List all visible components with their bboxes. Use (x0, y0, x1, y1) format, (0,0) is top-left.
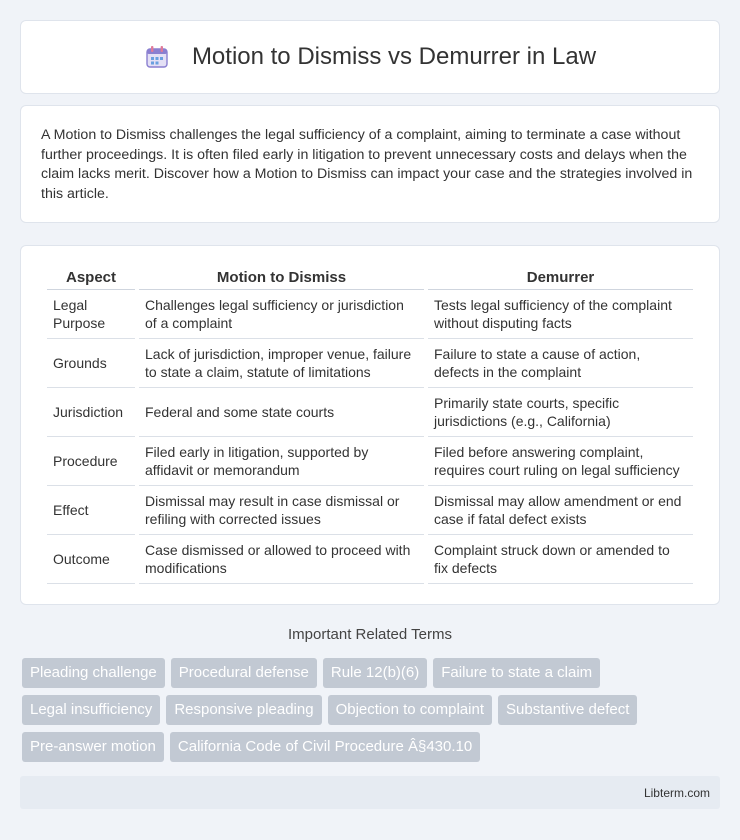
table-cell-aspect: Outcome (47, 535, 135, 584)
related-term-tag[interactable]: Legal insufficiency (22, 695, 160, 725)
column-header-motion-to-dismiss: Motion to Dismiss (139, 266, 424, 290)
table-header-row (47, 266, 693, 290)
intro-text: A Motion to Dismiss challenges the legal sufficiency of a complaint, aiming to terminate a case without further proceedings. It is often filed early in litigation to prevent unnecessary costs and delays when the claim lacks merit. Discover how a Motion to Dismiss can impact your case and the strategies involved in this article. (41, 127, 693, 202)
table-row (47, 535, 693, 584)
table-cell-aspect: Jurisdiction (47, 388, 135, 437)
related-term-tag[interactable]: Pre-answer motion (22, 732, 164, 762)
related-term-tag[interactable]: Objection to complaint (328, 695, 492, 725)
related-term-tag[interactable]: California Code of Civil Procedure Â§430.10 (170, 732, 480, 762)
table-row (47, 486, 693, 535)
table-cell-motion: Case dismissed or allowed to proceed with modifications (139, 535, 424, 584)
column-header-aspect: Aspect (47, 266, 135, 290)
comparison-table (43, 266, 697, 584)
related-terms-title: Important Related Terms (288, 626, 452, 643)
table-row (47, 339, 693, 388)
related-term-tag[interactable]: Procedural defense (171, 658, 317, 688)
intro-card (20, 105, 720, 223)
table-cell-aspect: Procedure (47, 437, 135, 486)
table-cell-aspect: Legal Purpose (47, 290, 135, 339)
page-title: Motion to Dismiss vs Demurrer in Law (191, 43, 597, 70)
related-term-tag[interactable]: Responsive pleading (166, 695, 321, 725)
table-row (47, 437, 693, 486)
table-cell-demurrer: Complaint struck down or amended to fix defects (428, 535, 693, 584)
related-terms-list (22, 658, 702, 762)
header-card (20, 20, 720, 94)
table-cell-demurrer: Filed before answering complaint, requires court ruling on legal sufficiency (428, 437, 693, 486)
related-term-tag[interactable]: Rule 12(b)(6) (323, 658, 427, 688)
related-term-tag[interactable]: Failure to state a claim (433, 658, 600, 688)
table-cell-motion: Federal and some state courts (139, 388, 424, 437)
related-term-tag[interactable]: Pleading challenge (22, 658, 165, 688)
calendar-icon (144, 44, 170, 70)
related-term-tag[interactable]: Substantive defect (498, 695, 637, 725)
table-row (47, 290, 693, 339)
table-cell-demurrer: Failure to state a cause of action, defects in the complaint (428, 339, 693, 388)
footer-site-link[interactable]: Libterm.com (643, 785, 710, 800)
table-cell-motion: Dismissal may result in case dismissal or refiling with corrected issues (139, 486, 424, 535)
table-cell-aspect: Effect (47, 486, 135, 535)
table-cell-demurrer: Primarily state courts, specific jurisdictions (e.g., California) (428, 388, 693, 437)
table-cell-demurrer: Tests legal sufficiency of the complaint without disputing facts (428, 290, 693, 339)
table-cell-motion: Filed early in litigation, supported by affidavit or memorandum (139, 437, 424, 486)
table-cell-demurrer: Dismissal may allow amendment or end case if fatal defect exists (428, 486, 693, 535)
table-cell-motion: Lack of jurisdiction, improper venue, failure to state a claim, statute of limitations (139, 339, 424, 388)
table-row (47, 388, 693, 437)
table-cell-aspect: Grounds (47, 339, 135, 388)
column-header-demurrer: Demurrer (428, 266, 693, 290)
table-cell-motion: Challenges legal sufficiency or jurisdiction of a complaint (139, 290, 424, 339)
footer (20, 776, 720, 809)
comparison-card (20, 245, 720, 605)
